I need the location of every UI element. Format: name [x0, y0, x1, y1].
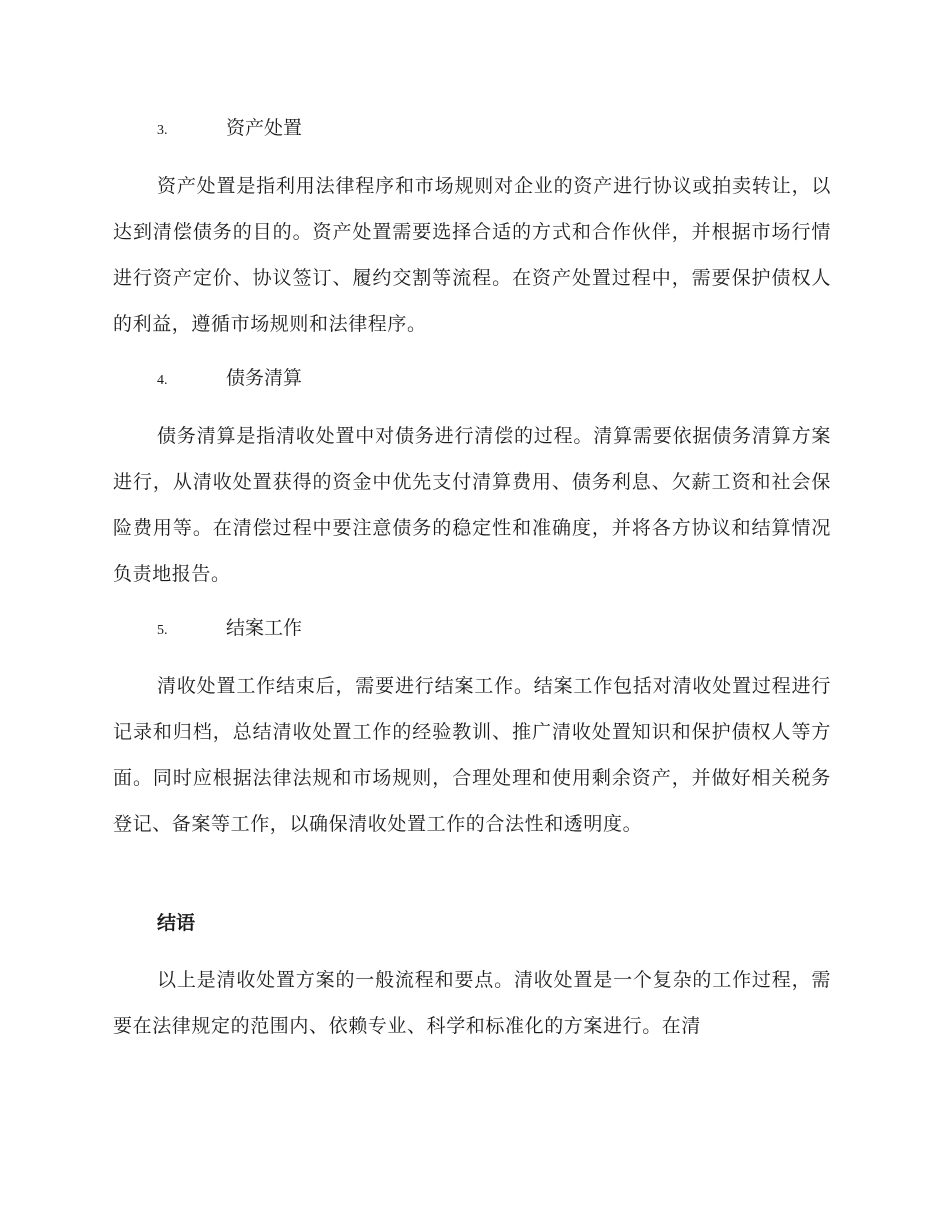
section-number: 3. — [157, 123, 168, 138]
conclusion-title: 结语 — [157, 912, 196, 934]
section-title: 债务清算 — [226, 367, 303, 389]
section-heading-5 — [157, 616, 302, 640]
section-paragraph-5: 清收处置工作结束后，需要进行结案工作。结案工作包括对清收处置过程进行记录和归档，总结清收处置工作的经验教训、推广清收处置知识和保护债权人等方面。同时应根据法律法规和市场规则，合理处理和使用剩余资产，并做好相关税务登记、备案等工作，以确保清收处置工作的合法性和透明度。 — [113, 675, 831, 835]
section-heading-3 — [157, 116, 302, 140]
section-title: 资产处置 — [226, 117, 303, 139]
conclusion-paragraph: 以上是清收处置方案的一般流程和要点。清收处置是一个复杂的工作过程，需要在法律规定的范围内、依赖专业、科学和标准化的方案进行。在清 — [113, 969, 831, 1037]
section-paragraph-4: 债务清算是指清收处置中对债务进行清偿的过程。清算需要依据债务清算方案进行，从清收处置获得的资金中优先支付清算费用、债务利息、欠薪工资和社会保险费用等。在清偿过程中要注意债务的稳定性和准确度，并将各方协议和结算情况负责地报告。 — [113, 425, 831, 585]
section-title: 结案工作 — [226, 617, 303, 639]
section-number: 5. — [157, 623, 168, 638]
section-paragraph-3: 资产处置是指利用法律程序和市场规则对企业的资产进行协议或拍卖转让，以达到清偿债务的目的。资产处置需要选择合适的方式和合作伙伴，并根据市场行情进行资产定价、协议签订、履约交割等流程。在资产处置过程中，需要保护债权人的利益，遵循市场规则和法律程序。 — [113, 175, 831, 335]
section-heading-4 — [157, 366, 302, 390]
section-number: 4. — [157, 373, 168, 388]
